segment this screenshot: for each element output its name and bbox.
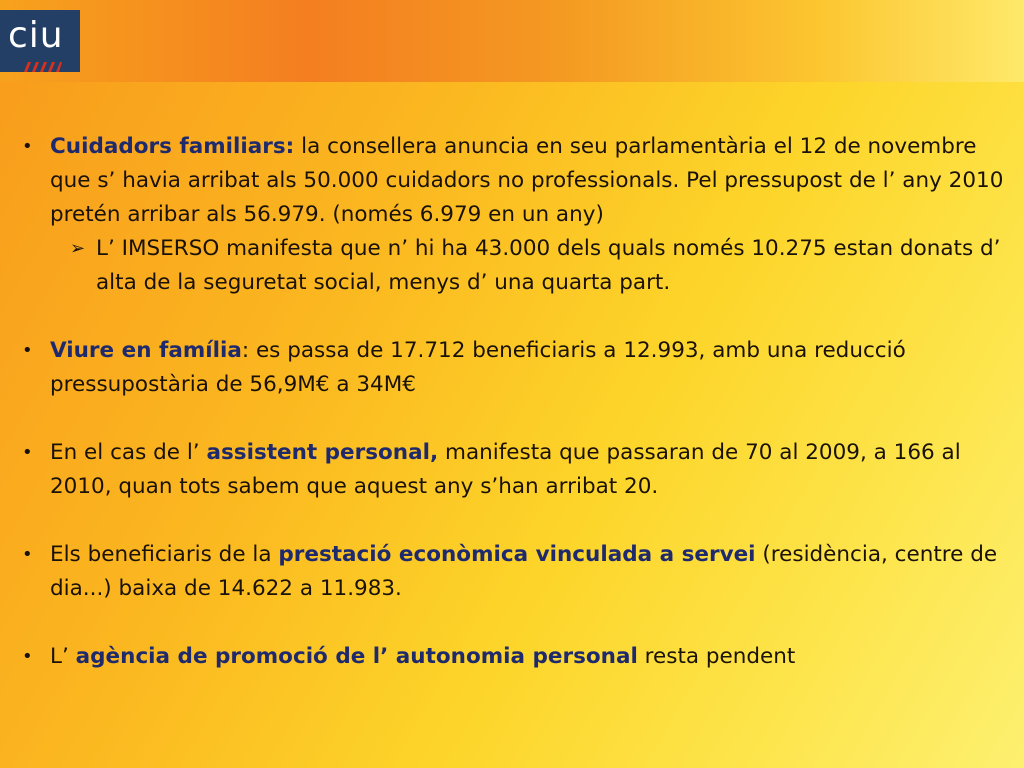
bullet-icon: • — [22, 340, 33, 361]
bullet-bold: Cuidadors familiars: — [50, 134, 295, 159]
bullet-text: : es passa de 17.712 beneficiaris a 12.993, amb una reducció pressupostària de 56,9M€ a 34M€ — [50, 338, 906, 397]
bullet-pre: L’ — [50, 644, 76, 669]
ciu-logo — [0, 10, 80, 72]
bullet-cuidadors — [18, 130, 1012, 300]
bullet-text: manifesta que passaran de 70 al 2009, a 166 al 2010, quan tots sabem que aquest any s’han arribat 20. — [50, 440, 961, 499]
sub-bullet-text: L’ IMSERSO manifesta que n’ hi ha 43.000 dels quals només 10.275 estan donats d’ alta de la seguretat social, menys d’ una quarta part. — [96, 236, 1001, 295]
logo-text: ciu — [8, 15, 64, 56]
bullet-bold: prestació econòmica vinculada a servei — [278, 542, 756, 567]
bullet-bold: assistent personal, — [206, 440, 439, 465]
bullet-icon: • — [22, 442, 33, 463]
bullet-pre: Els beneficiaris de la — [50, 542, 279, 567]
bullet-icon: • — [22, 136, 33, 157]
bullet-agencia — [18, 640, 1012, 674]
arrow-bullet-icon: ➢ — [70, 238, 86, 259]
slide-content — [18, 130, 1012, 708]
bullet-text: la consellera anuncia en seu parlamentària el 12 de novembre que s’ havia arribat als 50.000 cuidadors no professionals. Pel pressupost de l’ any 2010 pretén arribar als 56.979. (només 6.979 en un any) — [50, 134, 1004, 227]
header-band — [0, 0, 1024, 82]
bullet-icon: • — [22, 646, 33, 667]
bullet-text: resta pendent — [637, 644, 796, 669]
bullet-pre: En el cas de l’ — [50, 440, 207, 465]
bullet-icon: • — [22, 544, 33, 565]
bullet-text: (residència, centre de dia...) baixa de 14.622 a 11.983. — [50, 542, 998, 601]
bullet-prestacio — [18, 538, 1012, 606]
bullet-bold: Viure en família — [50, 338, 242, 363]
stripes-icon — [22, 62, 62, 72]
sub-bullet-imserso — [18, 232, 1012, 300]
bullet-viure — [18, 334, 1012, 402]
bullet-bold: agència de promoció de l’ autonomia personal — [75, 644, 638, 669]
bullet-assistent — [18, 436, 1012, 504]
